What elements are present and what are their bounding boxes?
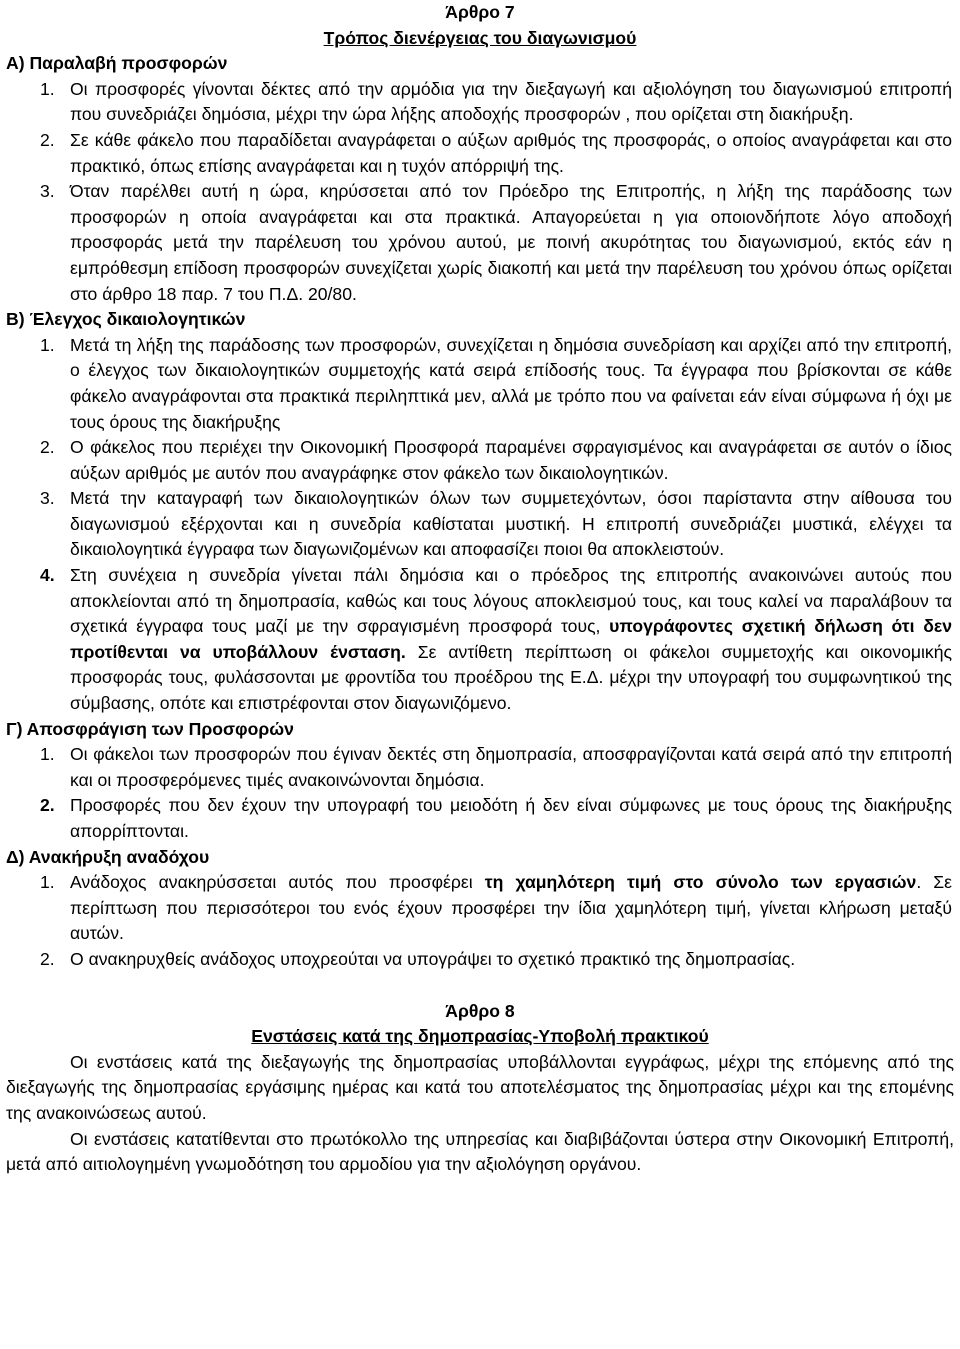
paragraph: Οι ενστάσεις κατατίθενται στο πρωτόκολλο της υπηρεσίας και διαβιβάζονται ύστερα στην Οικονομική Επιτροπή, μετά από αιτιολογημένη γνωμοδότηση του αρμοδίου για την αξιολόγηση οργάνου. <box>6 1128 954 1175</box>
item-number: 3. <box>40 181 55 202</box>
list-item <box>6 435 954 486</box>
item-text <box>70 870 954 947</box>
item-text <box>70 563 954 717</box>
section-c-heading: Γ) Αποσφράγιση των Προσφορών <box>6 718 294 739</box>
section-a-heading: Α) Παραλαβή προσφορών <box>6 53 228 74</box>
item-number: 3. <box>40 488 55 509</box>
item-number: 1. <box>40 744 55 765</box>
item-text: Μετά τη λήξη της παράδοσης των προσφορών, συνεχίζεται η δημόσια συνεδρίαση και αρχίζει από την επιτροπή, ο έλεγχος των δικαιολογητικών συμμετοχής κατά σειρά επίδοσής τους. Τα έγγραφα που βρίσκονται σε κάθε φάκελο αναγράφονται στα πρακτικά περιληπτικά μεν, αλλά με τρόπο που να φαίνεται εάν είναι σύμφωνα ή όχι με τους όρους της διακήρυξης <box>70 334 952 432</box>
list-item <box>6 947 954 973</box>
item-number: 2. <box>40 948 55 969</box>
list-item <box>6 793 954 844</box>
item-text: Ο ανακηρυχθείς ανάδοχος υποχρεούται να υπογράψει το σχετικό πρακτικό της δημοπρασίας. <box>70 948 796 969</box>
article-7-title: Άρθρο 7 <box>445 2 515 22</box>
list-item <box>6 179 954 307</box>
list-item <box>6 563 954 717</box>
section-b-heading: Β) Έλεγχος δικαιολογητικών <box>6 309 246 330</box>
item-text-part: Στη συνέχεια η συνεδρία γίνεται πάλι δημόσια και ο πρόεδρος της επιτροπής ανακοινώνει αυτούς που αποκλείονται από τη δημοπρασία, καθώς και τους λόγους αποκλεισμού τους, και τους καλεί να παραλάβουν τα σχετικά έγγραφα τους μαζί με την σφραγισμένη προσφορά τους, <box>70 565 952 637</box>
list-item <box>6 486 954 563</box>
section-d-heading: Δ) Ανακήρυξη αναδόχου <box>6 846 210 867</box>
list-item <box>6 128 954 179</box>
list-item <box>6 77 954 128</box>
article-8-subtitle: Ενστάσεις κατά της δημοπρασίας-Υποβολή πρακτικού <box>251 1026 709 1047</box>
item-number: 2. <box>40 795 55 816</box>
item-text-part: . Σε περίπτωση που περισσότεροι του ενός έχουν προσφέρει την ίδια χαμηλότερη τιμή, γίνεται κλήρωση μεταξύ αυτών. <box>70 872 953 944</box>
item-number: 4. <box>40 565 55 586</box>
article-8-title: Άρθρο 8 <box>445 1000 515 1021</box>
item-text: Μετά την καταγραφή των δικαιολογητικών όλων των συμμετεχόντων, όσοι παρίσταντα στην αίθουσα του διαγωνισμού εξέρχονται και η συνεδρία καθίσταται μυστική. Η επιτροπή συνεδριάζει μυστικά, ελέγχει τα δικαιολογητικά έγγραφα των διαγωνιζομένων και αποφασίζει ποιοι θα αποκλειστούν. <box>70 488 952 560</box>
list-item <box>6 333 954 435</box>
item-text: Ο φάκελος που περιέχει την Οικονομική Προσφορά παραμένει σφραγισμένος και αναγράφεται σε αυτόν ο ίδιος αύξων αριθμός με αυτόν που αναγράφηκε στον φάκελο των δικαιολογητικών. <box>70 437 952 483</box>
item-text-bold: υπογράφοντες σχετική δήλωση ότι δεν προτίθενται να υποβάλλουν ένσταση. <box>70 616 952 662</box>
item-text: Όταν παρέλθει αυτή η ώρα, κηρύσσεται από τον Πρόεδρο της Επιτροπής, η λήξη της παράδοσης των προσφορών η οποία αναγράφεται και στα πρακτικά. Απαγορεύεται η για οποιονδήποτε λόγο αποδοχή προσφοράς μετά την παρέλευση του χρόνου αυτού, με ποινή ακυρότητας του διαγωνισμού, εκτός εάν η εμπρόθεσμη επίδοση προσφορών συνεχίζεται χωρίς διακοπή και μετά την παρέλευση του χρόνου όπως ορίζεται στο άρθρο 18 παρ. 7 του Π.Δ. 20/80. <box>70 181 952 304</box>
item-text: Οι φάκελοι των προσφορών που έγιναν δεκτές στη δημοπρασία, αποσφραγίζονται κατά σειρά από την επιτροπή και οι προσφερόμενες τιμές ανακοινώνονται δημόσια. <box>70 744 952 790</box>
item-text: Οι προσφορές γίνονται δέκτες από την αρμόδια για την διεξαγωγή και αξιολόγηση του διαγωνισμού επιτροπή που συνεδριάζει δημόσια, μέχρι την ώρα λήξης αποδοχής προσφορών , που ορίζεται στη διακήρυξη. <box>70 78 952 125</box>
item-number: 1. <box>40 78 55 99</box>
item-number: 1. <box>40 872 55 893</box>
article-7-subtitle: Τρόπος διενέργειας του διαγωνισμού <box>323 27 637 48</box>
item-text: Προσφορές που δεν έχουν την υπογραφή του μειοδότη ή δεν είναι σύμφωνες με τους όρους της διακήρυξης απορρίπτονται. <box>70 795 952 841</box>
spacer <box>6 973 954 999</box>
item-number: 1. <box>40 334 55 355</box>
paragraph: Οι ενστάσεις κατά της διεξαγωγής της δημοπρασίας υποβάλλονται εγγράφως, μέχρι της επόμενης από της διεξαγωγής της δημοπρασίας εργάσιμης ημέρας και κατά του αποτελέσματος της δημοπρασίας μέχρι και της επομένης της ανακοινώσεως αυτού. <box>6 1051 954 1123</box>
item-number: 2. <box>40 437 55 458</box>
item-text-bold: τη χαμηλότερη τιμή στο σύνολο των εργασιών <box>484 872 917 893</box>
item-text: Σε κάθε φάκελο που παραδίδεται αναγράφεται ο αύξων αριθμός της προσφοράς, ο οποίος αναγράφεται και στο πρακτικό, όπως επίσης αναγράφεται και η τυχόν απόρριψή της. <box>70 129 952 176</box>
item-text-part: Ανάδοχος ανακηρύσσεται αυτός που προσφέρει <box>70 872 485 893</box>
item-text-part: Σε αντίθετη περίπτωση οι φάκελοι συμμετοχής και οικονομικής προσφοράς τους, φυλάσσονται με φροντίδα του προέδρου της Ε.Δ. μέχρι την υπογραφή του συμφωνητικού της σύμβασης, οπότε και επιστρέφονται στον διαγωνιζόμενο. <box>70 641 952 714</box>
list-item <box>6 870 954 947</box>
item-number: 2. <box>40 129 55 150</box>
list-item <box>6 742 954 793</box>
